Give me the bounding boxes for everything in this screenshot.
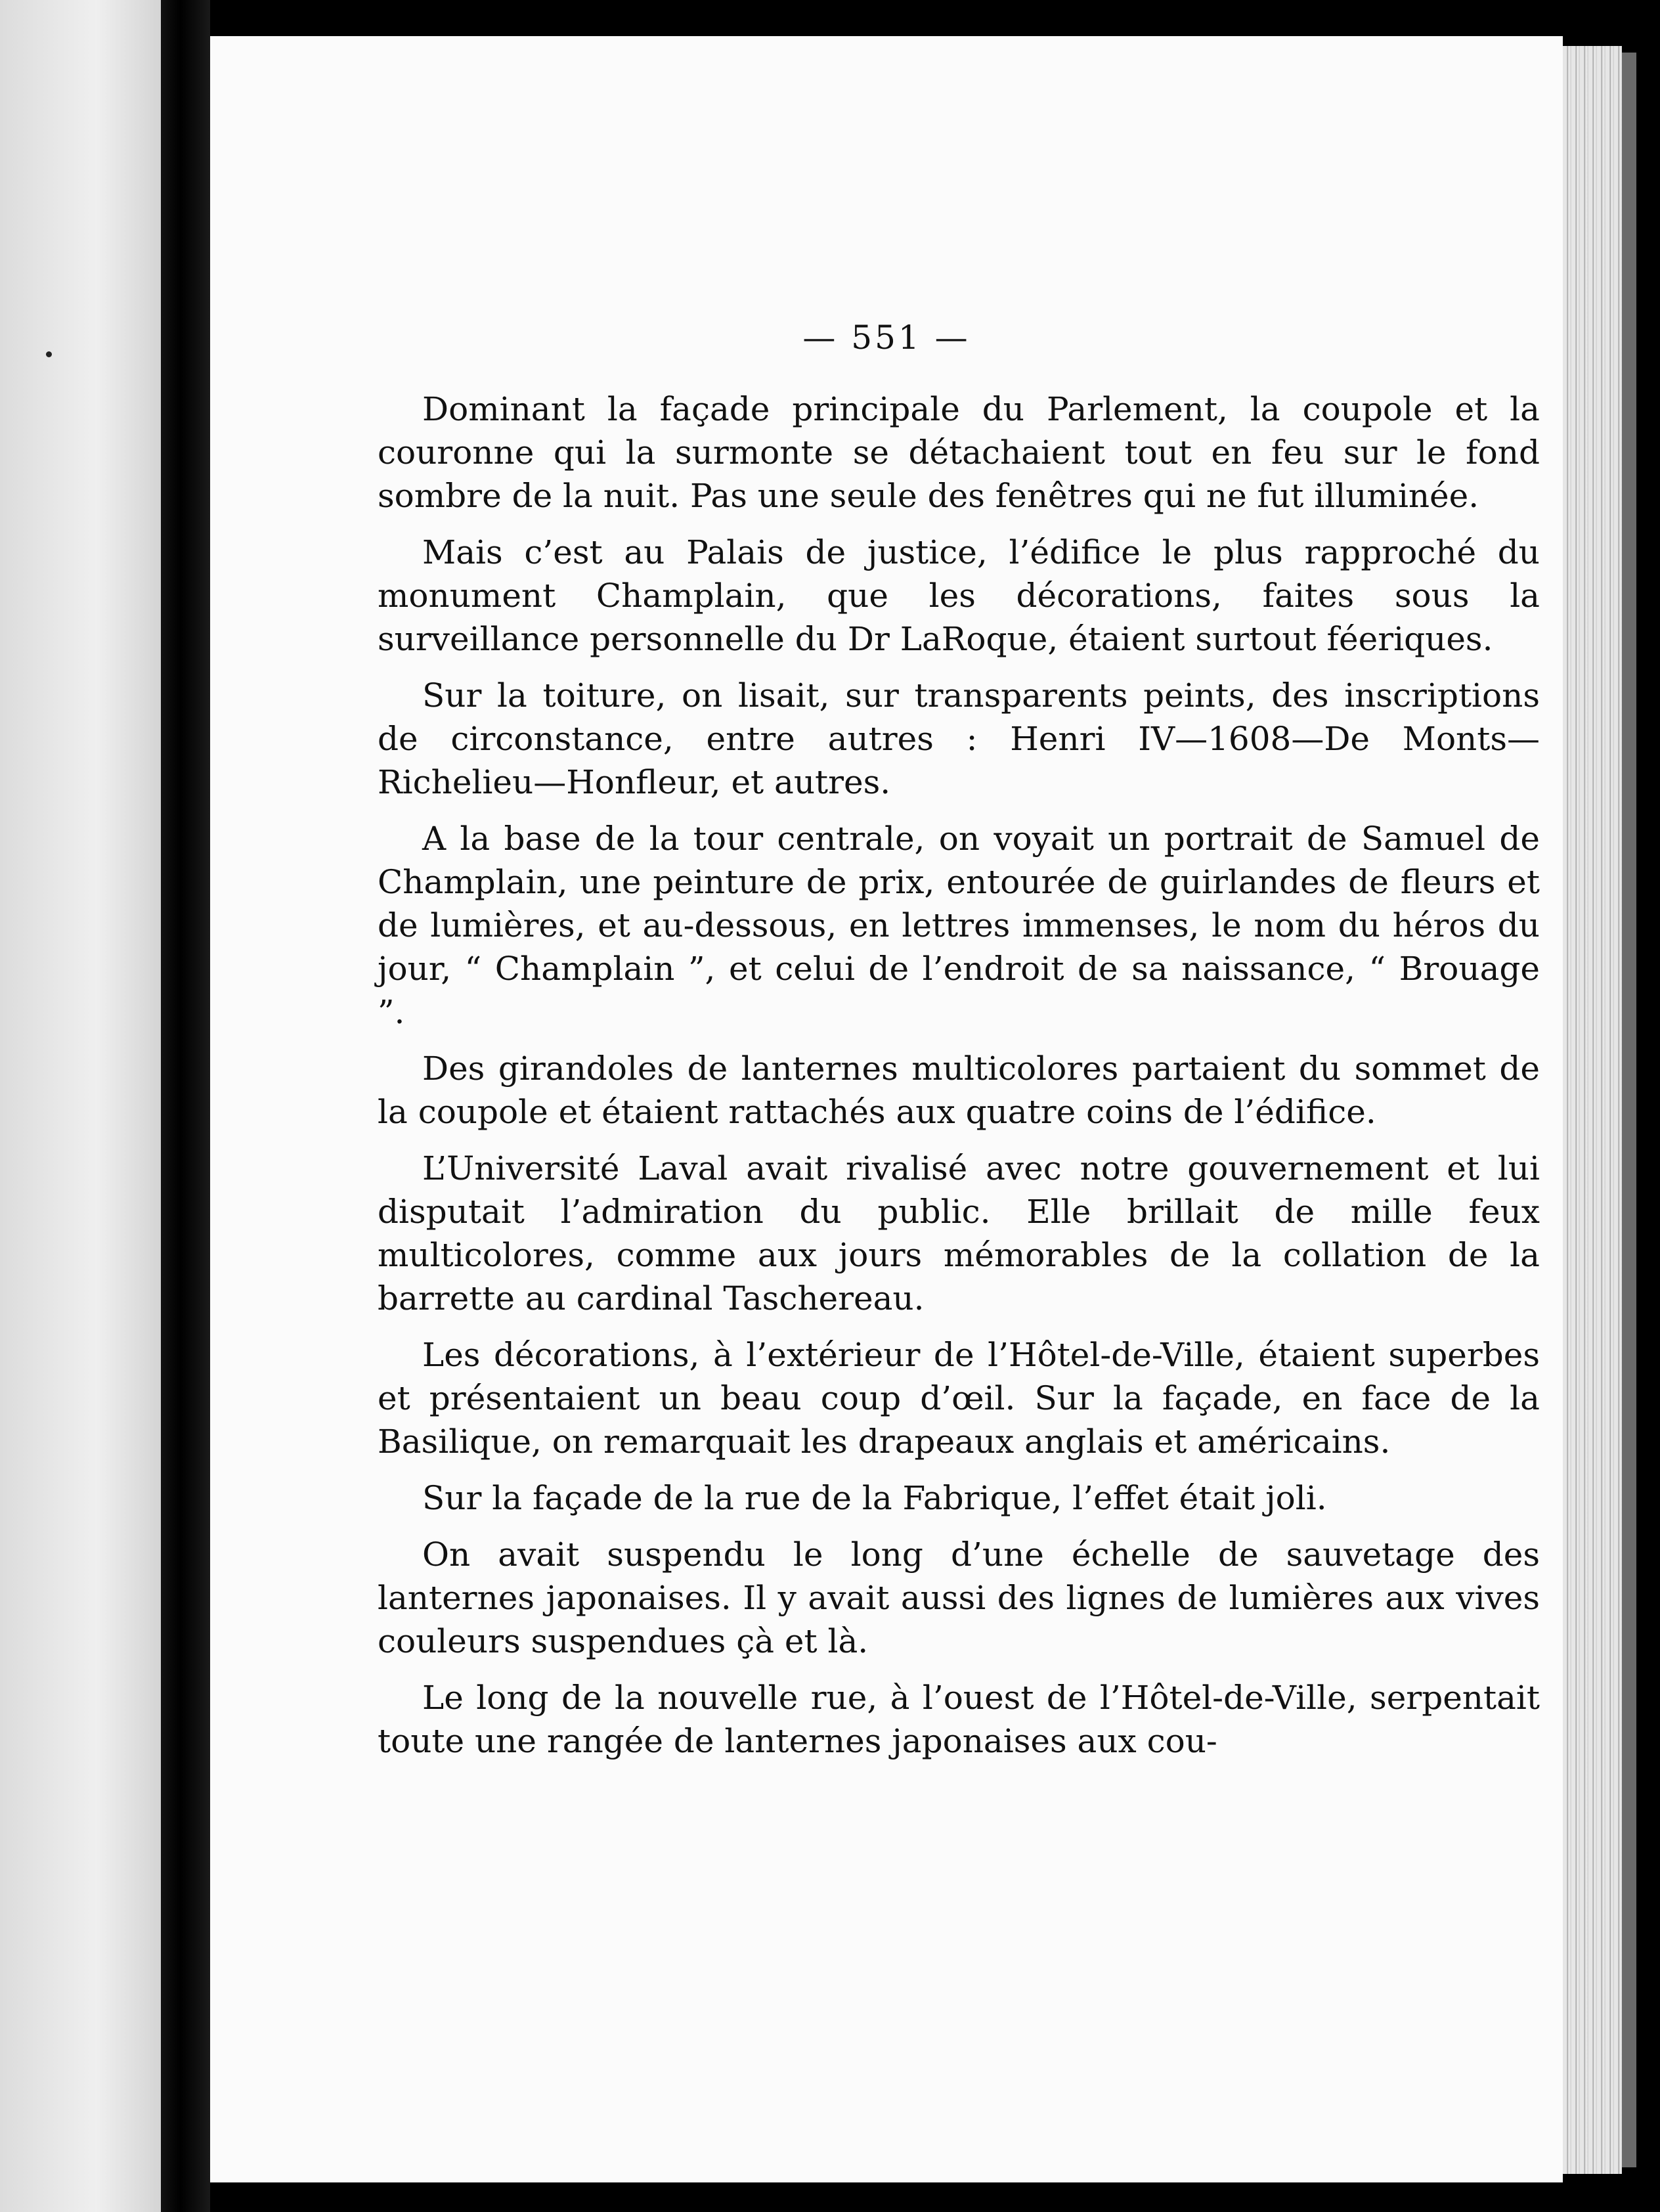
paragraph: Le long de la nouvelle rue, à l’ouest de l’Hôtel-de-Ville, serpentait toute une rangée de lanternes japonaises aux cou-	[378, 1679, 1540, 1760]
page-number: — 551 —	[802, 319, 971, 357]
paragraph: Mais c’est au Palais de justice, l’édifice le plus rapproché du monument Champlain, que les décorations, faites sous la surveillance personnelle du Dr LaRoque, étaient surtout féeriques.	[378, 533, 1540, 658]
book-gutter	[161, 0, 210, 2212]
page-edges-shadow	[1622, 53, 1636, 2167]
paragraph: Sur la façade de la rue de la Fabrique, l’effet était joli.	[422, 1479, 1327, 1517]
paragraph: L’Université Laval avait rivalisé avec notre gouvernement et lui disputait l’admiration du public. Elle brillait de mille feux multicolores, comme aux jours mémorables de la collation de la barrette au cardinal Taschereau.	[378, 1149, 1540, 1317]
facing-page-edge	[0, 0, 161, 2212]
paragraph: A la base de la tour centrale, on voyait un portrait de Samuel de Champlain, une peinture de prix, entourée de guirlandes de fleurs et de lumières, et au-dessous, en lettres immenses, le nom du héros du jour, “ Champlain ”, et celui de l’endroit de sa naissance, “ Brouage ”.	[378, 820, 1540, 1031]
paragraph: On avait suspendu le long d’une échelle de sauvetage des lanternes japonaises. Il y avait aussi des lignes de lumières aux vives couleurs suspendues çà et là.	[378, 1536, 1540, 1660]
paragraph: Dominant la façade principale du Parlement, la coupole et la couronne qui la surmonte se détachaient tout en feu sur le fond sombre de la nuit. Pas une seule des fenêtres qui ne fut illuminée.	[378, 390, 1540, 515]
paragraph: Des girandoles de lanternes multicolores partaient du sommet de la coupole et étaient rattachés aux quatre coins de l’édifice.	[378, 1050, 1540, 1131]
page-edges-stack	[1563, 46, 1622, 2174]
paragraph: Les décorations, à l’extérieur de l’Hôtel-de-Ville, étaient superbes et présentaient un beau coup d’œil. Sur la façade, en face de la Basilique, on remarquait les drapeaux anglais et américains.	[378, 1336, 1540, 1461]
book-page	[210, 36, 1563, 2182]
ink-speck	[46, 351, 52, 357]
paragraph: Sur la toiture, on lisait, sur transparents peints, des inscriptions de circonstance, entre autres : Henri IV—1608—De Monts—Richelieu—Honfleur, et autres.	[378, 676, 1540, 801]
page-body	[378, 387, 1540, 1776]
